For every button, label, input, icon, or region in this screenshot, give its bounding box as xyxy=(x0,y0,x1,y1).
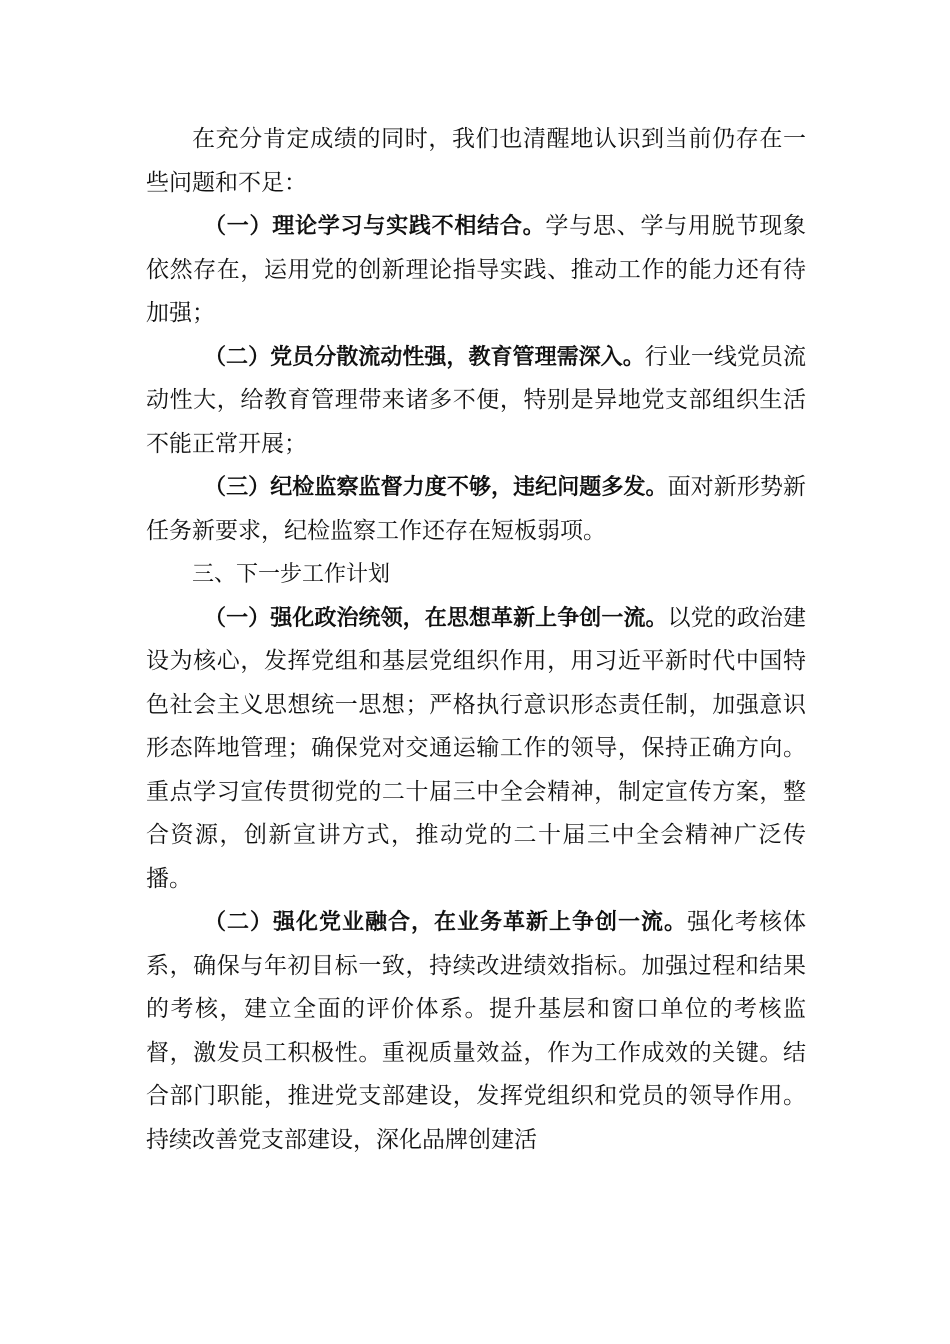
problem-lead-1: （一）理论学习与实践不相结合。 xyxy=(204,214,546,239)
section-heading: 三、下一步工作计划 xyxy=(192,562,391,587)
plan-lead-1: （一）强化政治统领，在思想革新上争创一流。 xyxy=(204,605,668,631)
problem-text-1: 学与思、学与用脱节现象依然存在，运用党的创新理论指导实践、推动工作的能力还有待加强； xyxy=(146,213,807,326)
intro-paragraph: 在充分肯定成绩的同时，我们也清醒地认识到当前仍存在一些问题和不足： xyxy=(146,126,806,196)
problem-paragraph-1 xyxy=(146,205,806,336)
plan-text-2: 强化考核体系，确保与年初目标一致，持续改进绩效指标。加强过程和结果的考核，建立全面的评价体系。提升基层和窗口单位的考核监督，激发员工积极性。重视质量效益，作为工作成效的关键。结合部门职能，推进党支部建设，发挥党组织和党员的领导作用。持续改善党支部建设，深化品牌创建活 xyxy=(146,909,806,1153)
problem-paragraph-3 xyxy=(146,466,806,553)
problem-paragraph-2 xyxy=(146,336,806,467)
plan-text-1: 以党的政治建设为核心，发挥党组和基层党组织作用，用习近平新时代中国特色社会主义思想统一思想；严格执行意识形态责任制，加强意识形态阵地管理；确保党对交通运输工作的领导，保持正确方向。重点学习宣传贯彻党的二十届三中全会精神，制定宣传方案，整合资源，创新宣讲方式，推动党的二十届三中全会精神广泛传播。 xyxy=(146,604,806,892)
plan-paragraph-2 xyxy=(146,901,806,1162)
plan-paragraph-1 xyxy=(146,597,806,902)
problem-lead-2: （二）党员分散流动性强，教育管理需深入。 xyxy=(204,344,645,370)
problem-text-2: 行业一线党员流动性大，给教育管理带来诸多不便，特别是异地党支部组织生活不能正常开展； xyxy=(146,343,806,457)
document-body xyxy=(146,118,806,1162)
problem-text-3: 面对新形势新任务新要求，纪检监察工作还存在短板弱项。 xyxy=(146,474,806,544)
plan-lead-2: （二）强化党业融合，在业务革新上争创一流。 xyxy=(204,910,687,935)
problem-lead-3: （三）纪检监察监督力度不够，违纪问题多发。 xyxy=(204,475,668,500)
